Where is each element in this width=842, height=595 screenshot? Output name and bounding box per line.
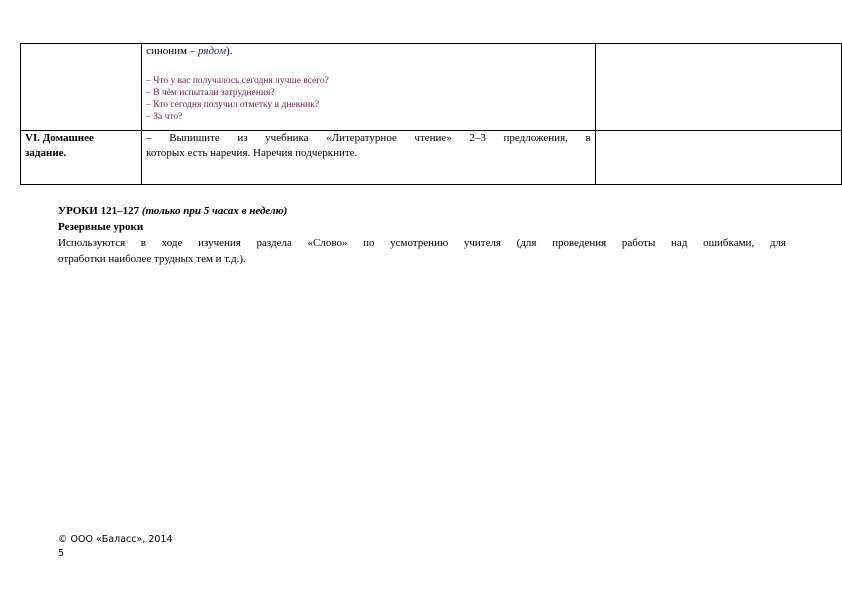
question-item: – В чём испытали затруднения?: [146, 88, 275, 98]
page-number: 5: [58, 548, 65, 559]
notes-cell: [595, 44, 841, 131]
homework-line: которых есть наречия. Наречия подчеркните.: [146, 147, 358, 159]
section-description-line: отработки наиболее трудных тем и т.д.).: [58, 253, 246, 265]
section-title-main: УРОКИ 121–127: [58, 205, 142, 217]
question-item: – За что?: [146, 112, 183, 122]
reflection-questions: [146, 75, 591, 123]
homework-line: – Выпишите из учебника «Литературное чтение» 2–3 предложения, в: [146, 132, 591, 144]
table-row: [21, 131, 842, 185]
stage-cell: [21, 131, 142, 185]
section-title: [58, 203, 786, 219]
stage-cell: [21, 44, 142, 131]
section-description-line: Используются в ходе изучения раздела «Слово» по усмотрению учителя (для проведения работы над ошибками, для: [58, 237, 786, 249]
question-item: – Кто сегодня получил отметку в дневник?: [146, 100, 320, 110]
lesson-table: [20, 43, 842, 185]
content-cell: [142, 131, 596, 185]
synonym-prefix: синоним –: [146, 45, 198, 57]
section-title-note: (только при 5 часах в неделю): [141, 205, 288, 217]
synonym-word: рядом: [197, 45, 227, 57]
section-subtitle: Резервные уроки: [58, 221, 144, 233]
copyright-footer: © ООО «Баласс», 2014: [58, 534, 173, 545]
stage-label: VI. Домашнее задание.: [25, 132, 94, 159]
synonym-line: [146, 44, 591, 59]
notes-cell: [595, 131, 841, 185]
reserve-lessons-section: [58, 203, 786, 267]
question-item: – Что у вас получалось сегодня лучше всего?: [146, 76, 329, 86]
content-cell: [142, 44, 596, 131]
table-row: [21, 44, 842, 131]
synonym-suffix: ).: [226, 45, 233, 57]
